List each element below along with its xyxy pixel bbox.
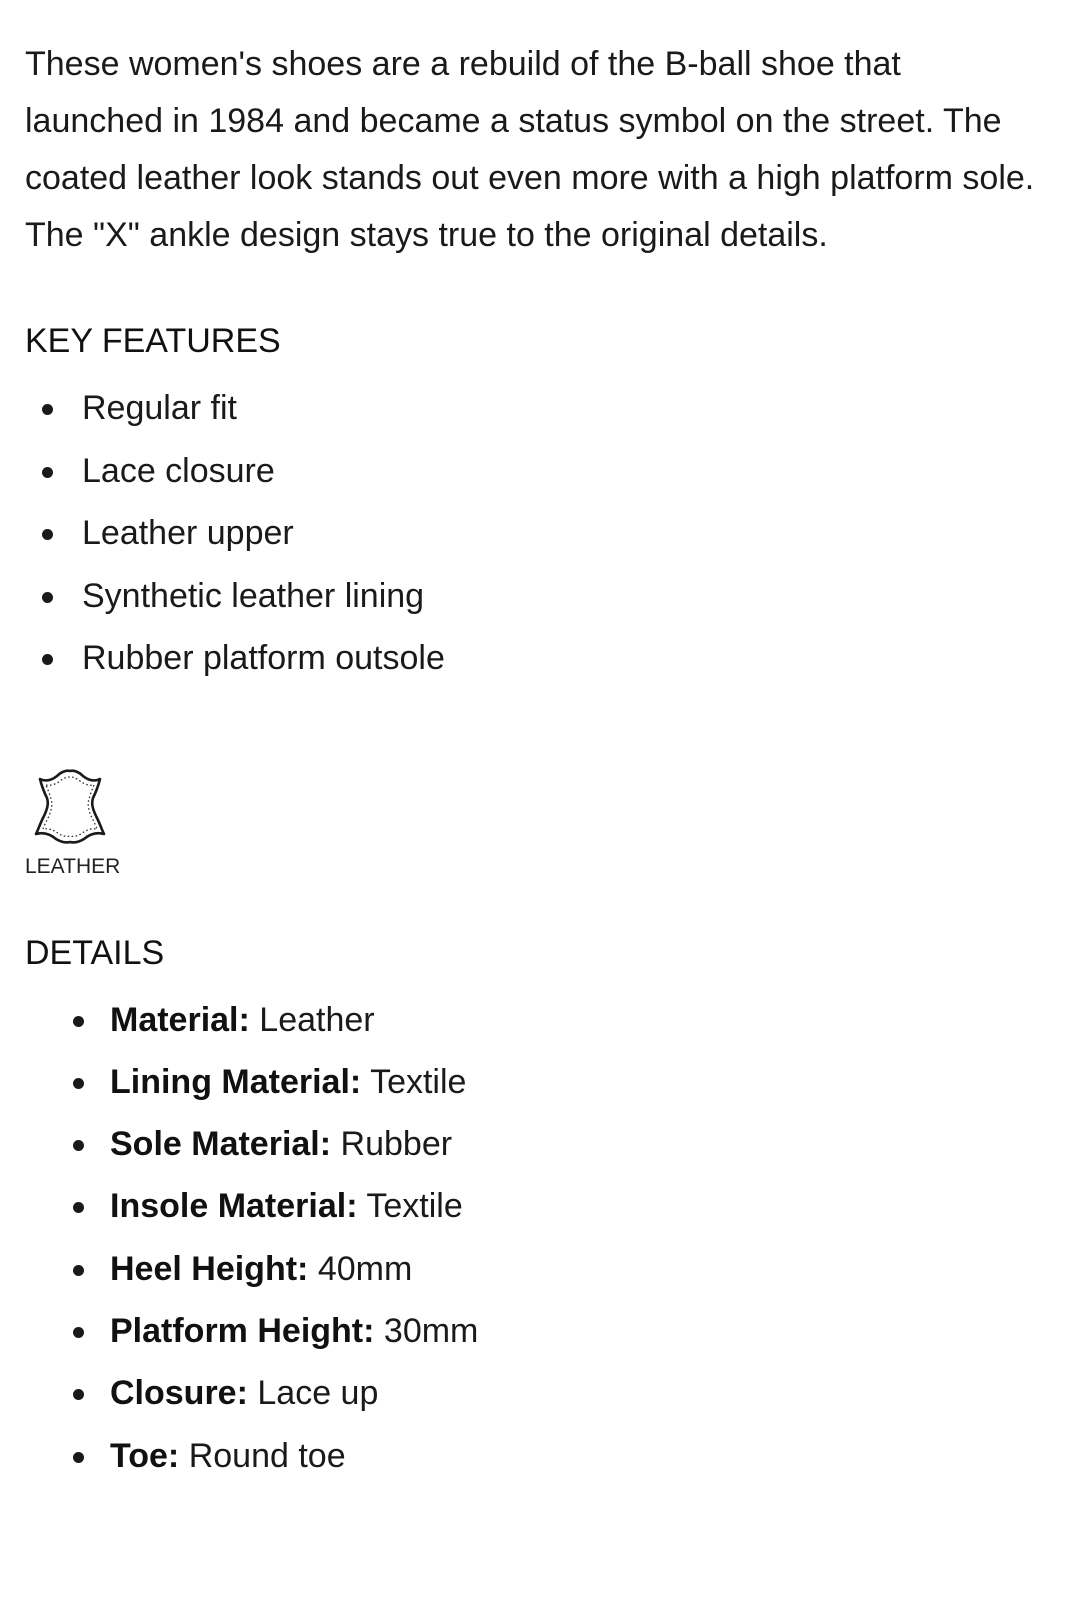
detail-value: Textile [366, 1187, 463, 1226]
key-features-list [25, 377, 1045, 690]
feature-item [25, 440, 1045, 503]
detail-item [25, 1238, 1045, 1300]
detail-item [25, 1300, 1045, 1362]
detail-label: Heel Height: [110, 1249, 309, 1288]
detail-value: Round toe [188, 1436, 346, 1475]
bullet-icon [42, 529, 53, 540]
detail-label: Sole Material: [110, 1125, 332, 1164]
detail-label: Toe: [110, 1436, 180, 1475]
product-description: These women's shoes are a rebuild of the B-ball shoe that launched in 1984 and became a status symbol on the street. The coated leather look stands out even more with a high platform sole. The "X" ankle design stays true to the original details. [25, 45, 1035, 254]
bullet-icon [73, 1265, 84, 1276]
detail-item [25, 989, 1045, 1051]
detail-label: Material: [110, 1000, 250, 1039]
detail-item [25, 1175, 1045, 1237]
detail-value: 40mm [317, 1249, 413, 1288]
detail-item [25, 1362, 1045, 1424]
detail-label: Insole Material: [110, 1187, 358, 1226]
feature-text: Regular fit [82, 389, 237, 427]
detail-value: Rubber [340, 1125, 453, 1164]
detail-value: 30mm [383, 1311, 479, 1350]
bullet-icon [73, 1078, 84, 1089]
feature-text: Synthetic leather lining [82, 576, 425, 615]
detail-label: Closure: [110, 1374, 248, 1413]
bullet-icon [73, 1202, 84, 1213]
bullet-icon [73, 1327, 84, 1338]
detail-label: Lining Material: [110, 1062, 362, 1101]
bullet-icon [73, 1016, 84, 1027]
feature-text: Leather upper [82, 514, 294, 552]
details-list [25, 989, 1045, 1487]
product-description-page [25, 36, 1045, 1487]
detail-value: Textile [370, 1062, 467, 1101]
bullet-icon [73, 1452, 84, 1463]
material-badge-label: LEATHER [25, 854, 121, 878]
feature-item [25, 502, 1045, 565]
bullet-icon [73, 1140, 84, 1151]
material-badge [25, 768, 135, 879]
bullet-icon [42, 404, 53, 415]
leather-hide-icon [34, 768, 106, 844]
bullet-icon [42, 654, 53, 665]
detail-item [25, 1051, 1045, 1113]
feature-item [25, 377, 1045, 440]
details-heading: DETAILS [25, 933, 165, 972]
feature-item [25, 565, 1045, 628]
detail-item [25, 1425, 1045, 1487]
bullet-icon [42, 467, 53, 478]
key-features-heading: KEY FEATURES [25, 322, 281, 360]
detail-item [25, 1113, 1045, 1175]
bullet-icon [42, 592, 53, 603]
detail-value: Leather [259, 1000, 375, 1039]
feature-text: Rubber platform outsole [82, 639, 445, 677]
feature-text: Lace closure [82, 451, 275, 490]
detail-value: Lace up [257, 1374, 379, 1413]
bullet-icon [73, 1389, 84, 1400]
detail-label: Platform Height: [110, 1311, 375, 1350]
feature-item [25, 627, 1045, 690]
